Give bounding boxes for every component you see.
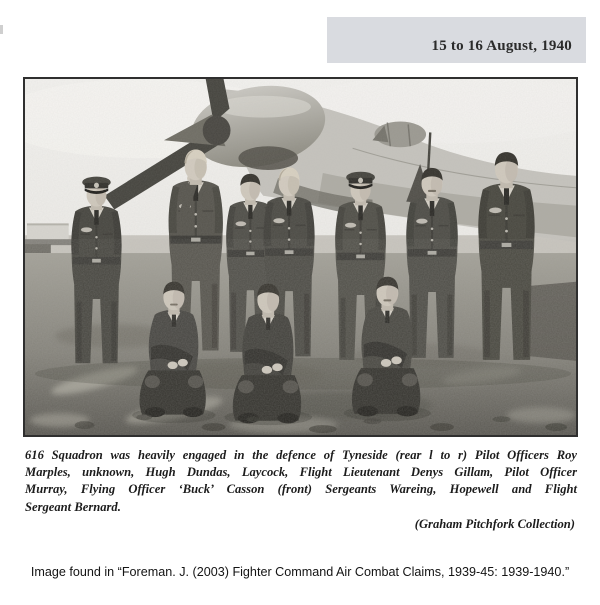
date-label: 15 to 16 August, 1940 <box>431 38 572 54</box>
caption-line-3: Murray, Flying Officer ‘Buck’ Casson (front) Sergeants Wareing, Hopewell and Flight <box>25 482 577 497</box>
squadron-photo <box>25 79 576 435</box>
scan-artifact-mark <box>0 25 3 34</box>
source-attribution <box>0 564 600 580</box>
photo-caption <box>25 447 577 533</box>
caption-credit: (Graham Pitchfork Collection) <box>414 516 575 531</box>
photo-frame <box>23 77 578 437</box>
date-header-box <box>327 17 586 63</box>
caption-line-2: Marples, unknown, Hugh Dundas, Laycock, Flight Lieutenant Denys Gillam, Pilot Officer <box>25 465 577 480</box>
caption-line-4: Sergeant Bernard. <box>25 499 121 514</box>
source-text: Image found in “Foreman. J. (2003) Fighter Command Air Combat Claims, 1939-45: 1939-1940.” <box>30 565 570 579</box>
caption-line-1: 616 Squadron was heavily engaged in the defence of Tyneside (rear l to r) Pilot Officers Roy <box>25 448 577 462</box>
